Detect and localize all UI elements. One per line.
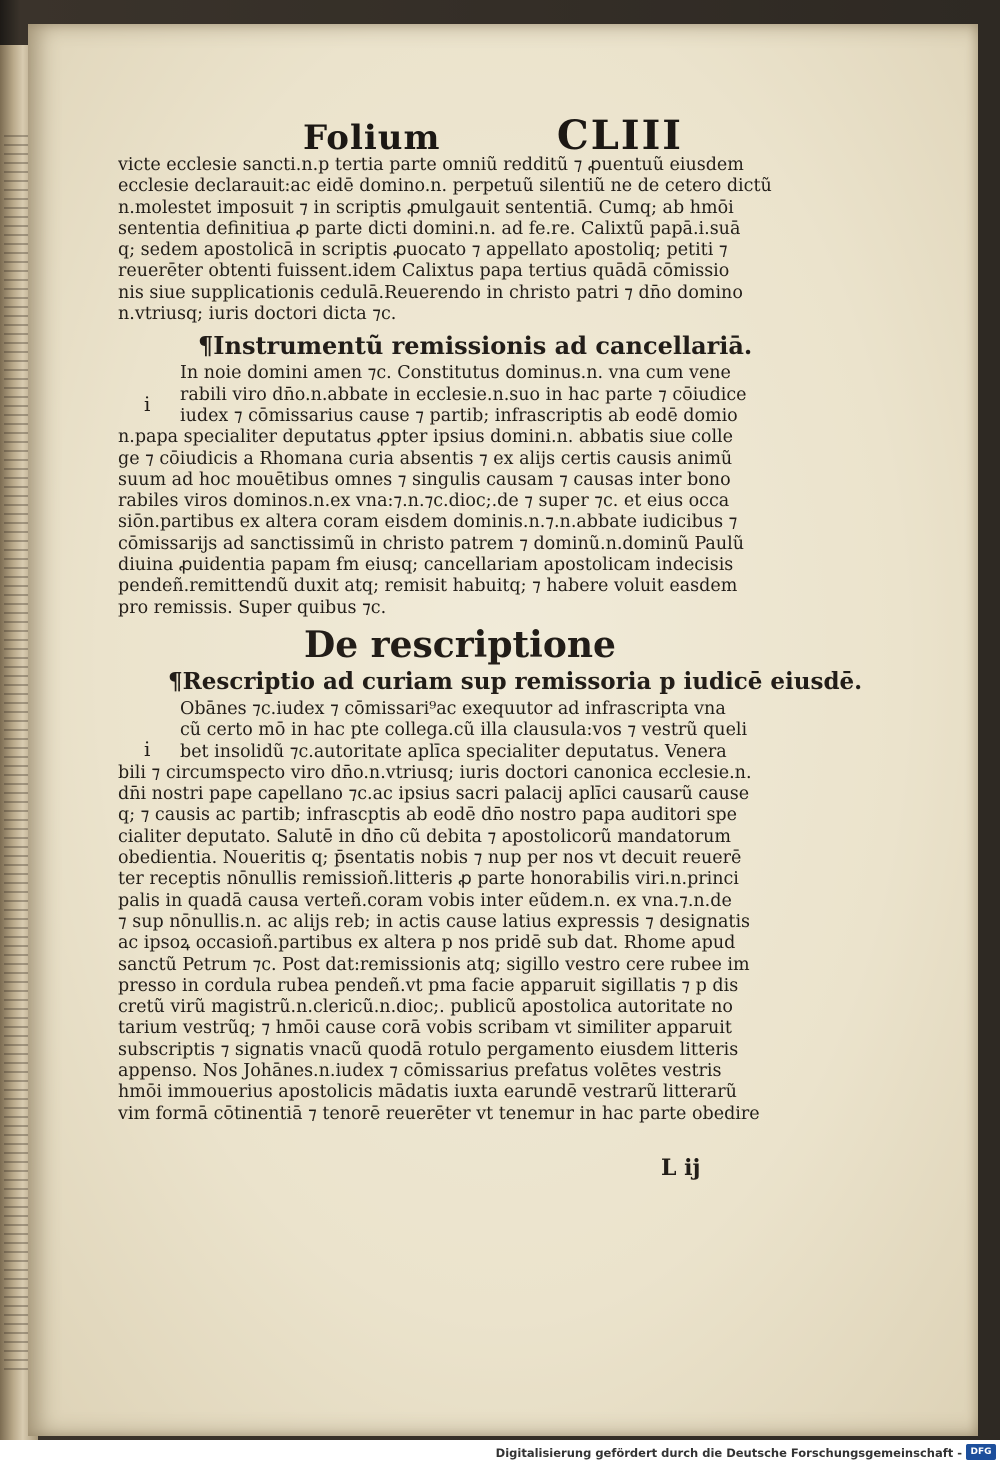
- text-line: ge ⁊ cōiudicis a Rhomana curia absentis ⁊ ex alijs certis causis animũ: [118, 448, 733, 469]
- text-line: q; sedem apostolicā in scriptis ꝓuocato ⁊ appellato apostoliq; petiti ⁊: [118, 240, 728, 261]
- text-line: obedientia. Noueritis q; p̄sentatis nobis ⁊ nup per nos vt decuit reuerē: [118, 848, 742, 869]
- text-line: q; ⁊ causis ac partib; infrascptis ab eodē dn̄o nostro papa auditori spe: [118, 805, 737, 826]
- marginal-guide-letter: i: [144, 392, 151, 416]
- text-line: ac ipsoꝝ occasioñ.partibus ex altera p nos pridē sub dat. Rhome apud: [118, 933, 736, 954]
- text-line: Obānes ⁊c.iudex ⁊ cōmissari⁹ac exequutor ad infrascripta vna: [180, 698, 726, 719]
- paragraph-3: [118, 699, 783, 1125]
- signature-mark: L ij: [661, 1155, 701, 1181]
- text-line: appenso. Nos Johānes.n.iudex ⁊ cōmissarius prefatus volētes vestris: [118, 1060, 722, 1081]
- text-line: cialiter deputato. Salutē in dn̄o cũ debita ⁊ apostolicorũ mandatorum: [118, 826, 731, 847]
- dfg-logo: DFG: [966, 1444, 996, 1460]
- marginal-guide-letter: i: [144, 737, 151, 761]
- rubric-instrumentum: ¶Instrumentũ remissionis ad cancellariā.: [198, 331, 753, 361]
- text-line: palis in quadā causa verteñ.coram vobis inter eũdem.n. ex vna.⁊.n.de: [118, 890, 732, 911]
- text-line: vim formā cōtinentiā ⁊ tenorē reuerēter vt tenemur in hac parte obedire: [118, 1103, 760, 1124]
- paragraph-2: [118, 363, 783, 619]
- paragraph-1: [118, 155, 783, 325]
- text-line: n.papa specialiter deputatus ꝓpter ipsius domini.n. abbatis siue colle: [118, 427, 734, 448]
- text-line: reuerēter obtenti fuissent.idem Calixtus papa tertius quādā cōmissio: [118, 261, 730, 282]
- text-line: rabiles viros dominos.n.ex vna:⁊.n.⁊c.dioc;.de ⁊ super ⁊c. et eius occa: [118, 491, 730, 512]
- text-line: ⁊ sup nōnullis.n. ac alijs reb; in actis cause latius expressis ⁊ designatis: [118, 911, 751, 932]
- text-line: iudex ⁊ cōmissarius cause ⁊ partib; infrascriptis ab eodē domio: [180, 405, 738, 426]
- text-line: ter receptis nōnullis remissioñ.litteris ꝓ parte honorabilis viri.n.princi: [118, 869, 739, 890]
- section-subheading: ¶Rescriptio ad curiam sup remissoria p iudicē eiusdē.: [168, 667, 863, 695]
- text-line: dn̄i nostri pape capellano ⁊c.ac ipsius sacri palacij aplīci causarũ cause: [118, 784, 750, 805]
- text-line: pro remissis. Super quibus ⁊c.: [118, 597, 387, 618]
- folio-number: CLIII: [556, 112, 683, 159]
- text-line: sanctũ Petrum ⁊c. Post dat:remissionis atq; sigillo vestro cere rubee im: [118, 954, 750, 975]
- text-line: nis siue supplicationis cedulā.Reuerendo in christo patri ⁊ dn̄o domino: [118, 282, 743, 303]
- header-folium: Folium: [303, 118, 441, 158]
- text-line: tarium vestrũq; ⁊ hmōi cause corā vobis scribam vt similiter apparuit: [118, 1018, 732, 1039]
- text-line: diuina ꝓuidentia papam ẜm eiusq; cancellariam apostolicam indecisis: [118, 555, 734, 576]
- text-line: cretũ virũ magistrũ.n.clericũ.n.dioc;. publicũ apostolica autoritate no: [118, 997, 733, 1018]
- text-line: siōn.partibus ex altera coram eisdem dominis.n.⁊.n.abbate iudicibus ⁊: [118, 512, 738, 533]
- text-line: bili ⁊ circumspecto viro dn̄o.n.vtriusq; iuris doctori canonica ecclesie.n.: [118, 762, 752, 783]
- text-line: victe ecclesie sancti.n.p tertia parte omniũ redditũ ⁊ ꝓuentuũ eiusdem: [118, 155, 744, 175]
- text-line: hmōi immouerius apostolicis mādatis iuxta earundē vestrarũ litterarũ: [118, 1082, 737, 1103]
- text-line: rabili viro dn̄o.n.abbate in ecclesie.n.suo in hac parte ⁊ cōiudice: [180, 384, 747, 405]
- text-line: presso in cordula rubea pendeñ.vt pma facie apparuit sigillatis ⁊ p dis: [118, 975, 739, 996]
- text-line: n.molestet imposuit ⁊ in scriptis ꝓmulgauit sententiā. Cumq; ab hmōi: [118, 197, 734, 218]
- text-line: cōmissarijs ad sanctissimũ in christo patrem ⁊ dominũ.n.dominũ Paulũ: [118, 533, 745, 554]
- text-line: ecclesie declarauit:ac eidē domino.n. perpetuũ silentiũ ne de cetero dictũ: [118, 176, 772, 197]
- digitization-footer: [0, 1440, 1000, 1467]
- text-line: subscriptis ⁊ signatis vnacũ quodā rotulo pergamento eiusdem litteris: [118, 1039, 739, 1060]
- bleed-through-text: [4, 135, 30, 1375]
- text-column: [118, 155, 863, 1125]
- text-line: n.vtriusq; iuris doctori dicta ⁊c.: [118, 304, 397, 325]
- text-line: suum ad hoc mouētibus omnes ⁊ singulis causam ⁊ causas inter bono: [118, 469, 731, 490]
- book-page: [28, 24, 978, 1436]
- funding-credit: Digitalisierung gefördert durch die Deutsche Forschungsgemeinschaft -: [495, 1446, 962, 1460]
- text-line: In noie domini amen ⁊c. Constitutus dominus.n. vna cum vene: [180, 363, 731, 384]
- text-line: sententia definitiua ꝓ parte dicti domini.n. ad fe.re. Calixtũ papā.i.suā: [118, 218, 741, 239]
- text-line: bet insolidũ ⁊c.autoritate aplīca specialiter deputatus. Venera: [180, 741, 727, 762]
- section-heading: De rescriptione: [304, 623, 616, 666]
- text-line: cũ certo mō in hac pte collega.cũ illa clausula:vos ⁊ vestrũ queli: [180, 720, 748, 741]
- text-line: pendeñ.remittendũ duxit atq; remisit habuitq; ⁊ habere voluit easdem: [118, 576, 738, 597]
